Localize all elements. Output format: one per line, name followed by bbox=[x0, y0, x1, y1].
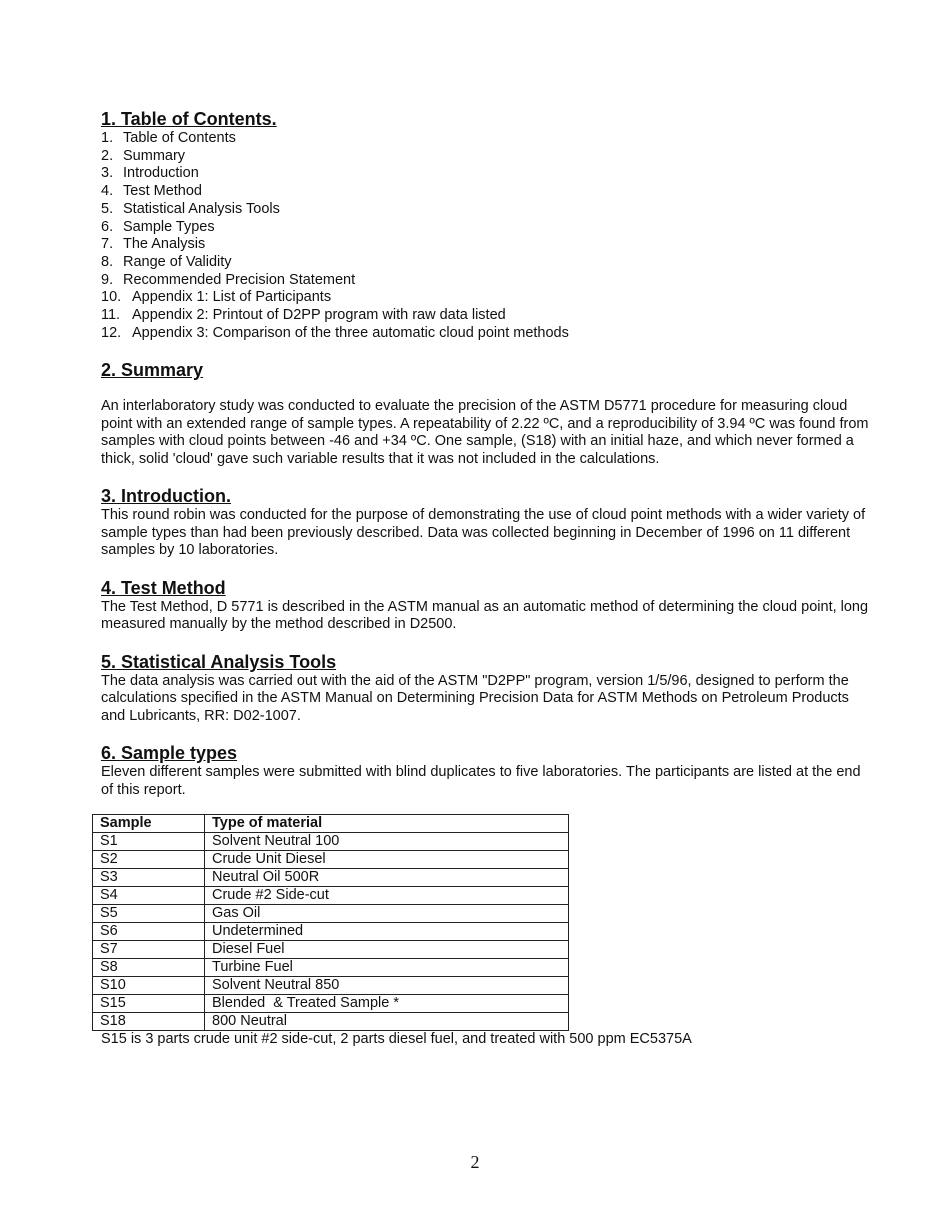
table-cell: S5 bbox=[93, 905, 205, 923]
table-cell: 800 Neutral bbox=[205, 1013, 569, 1031]
table-cell: Undetermined bbox=[205, 923, 569, 941]
table-row bbox=[93, 851, 569, 869]
test-method-heading: 4. Test Method bbox=[101, 577, 226, 598]
summary-text: An interlaboratory study was conducted to evaluate the precision of the ASTM D5771 procedure for measuring cloud point with an extended range of sample types. A repeatability of 2.22 ºC, and a reproducibility of 3.94 ºC was found from samples with cloud points between -46 and +34 ºC. One sample, (S18) with an initial haze, and which never formed a thick, solid 'cloud' gave such variable results that it was not included in the calculations. bbox=[101, 398, 869, 467]
table-row bbox=[93, 1013, 569, 1031]
table-cell: S18 bbox=[93, 1013, 205, 1031]
toc-item: 4. Test Method bbox=[101, 183, 202, 200]
table-cell: Gas Oil bbox=[205, 905, 569, 923]
toc-item: 1. Table of Contents bbox=[101, 130, 236, 146]
test-method-text: The Test Method, D 5771 is described in the ASTM manual as an automatic method of determining the cloud point, long measured manually by the method described in D2500. bbox=[101, 598, 869, 633]
toc-item: 9. Recommended Precision Statement bbox=[101, 271, 356, 288]
document-page bbox=[101, 108, 871, 1048]
table-cell: Solvent Neutral 850 bbox=[205, 977, 569, 995]
introduction-text: This round robin was conducted for the purpose of demonstrating the use of cloud point methods with a wider variety of sample types than had been previously described. Data was collected beginning in December of 1996 on 11 different samples by 10 laboratories. bbox=[101, 507, 866, 559]
toc-item: 12. Appendix 3: Comparison of the three automatic cloud point methods bbox=[101, 324, 569, 341]
table-cell: Diesel Fuel bbox=[205, 941, 569, 959]
column-header: Sample bbox=[93, 815, 205, 833]
table-cell: S3 bbox=[93, 869, 205, 887]
toc-item: 10. Appendix 1: List of Participants bbox=[101, 289, 332, 306]
table-cell: S2 bbox=[93, 851, 205, 869]
table-row bbox=[93, 887, 569, 905]
sample-types-heading: 6. Sample types bbox=[101, 743, 238, 764]
table-row bbox=[93, 959, 569, 977]
table-cell: S7 bbox=[93, 941, 205, 959]
page-number: 2 bbox=[470, 1152, 480, 1172]
table-row bbox=[93, 923, 569, 941]
column-header: Type of material bbox=[205, 815, 569, 833]
table-cell: S4 bbox=[93, 887, 205, 905]
table-cell: S10 bbox=[93, 977, 205, 995]
table-cell: S15 bbox=[93, 995, 205, 1013]
table-row bbox=[93, 833, 569, 851]
toc-item: 3. Introduction bbox=[101, 165, 199, 182]
sample-types-text: Eleven different samples were submitted with blind duplicates to five laboratories. The participants are listed at the end of this report. bbox=[101, 764, 861, 798]
toc-list bbox=[101, 130, 871, 342]
stat-tools-heading: 5. Statistical Analysis Tools bbox=[101, 651, 337, 672]
table-cell: Blended & Treated Sample * bbox=[205, 995, 569, 1013]
table-row bbox=[93, 995, 569, 1013]
toc-heading: 1. Table of Contents. bbox=[101, 109, 277, 129]
table-row bbox=[93, 977, 569, 995]
introduction-heading: 3. Introduction. bbox=[101, 486, 231, 507]
table-cell: S8 bbox=[93, 959, 205, 977]
table-cell: Solvent Neutral 100 bbox=[205, 833, 569, 851]
toc-item: 5. Statistical Analysis Tools bbox=[101, 200, 280, 217]
table-footnote: S15 is 3 parts crude unit #2 side-cut, 2 parts diesel fuel, and treated with 500 ppm EC5375A bbox=[101, 1031, 692, 1048]
toc-item: 7. The Analysis bbox=[101, 236, 206, 253]
table-row bbox=[93, 869, 569, 887]
table-cell: Turbine Fuel bbox=[205, 959, 569, 977]
table-row bbox=[93, 941, 569, 959]
table-header-row bbox=[93, 815, 569, 833]
table-cell: S1 bbox=[93, 833, 205, 851]
toc-item: 11. Appendix 2: Printout of D2PP program with raw data listed bbox=[101, 307, 506, 324]
table-cell: Crude #2 Side-cut bbox=[205, 887, 569, 905]
table-row bbox=[93, 905, 569, 923]
table-cell: Crude Unit Diesel bbox=[205, 851, 569, 869]
stat-tools-text: The data analysis was carried out with the aid of the ASTM "D2PP" program, version 1/5/96, designed to perform the calculations specified in the ASTM Manual on Determining Precision Data for ASTM Methods on Petroleum Products and Lubricants, RR: D02-1007. bbox=[101, 672, 849, 724]
sample-types-table bbox=[92, 814, 569, 1031]
toc-item: 2. Summary bbox=[101, 147, 186, 164]
table-cell: Neutral Oil 500R bbox=[205, 869, 569, 887]
table-cell: S6 bbox=[93, 923, 205, 941]
summary-heading: 2. Summary bbox=[101, 360, 204, 381]
toc-item: 8. Range of Validity bbox=[101, 253, 232, 270]
toc-item: 6. Sample Types bbox=[101, 218, 215, 235]
